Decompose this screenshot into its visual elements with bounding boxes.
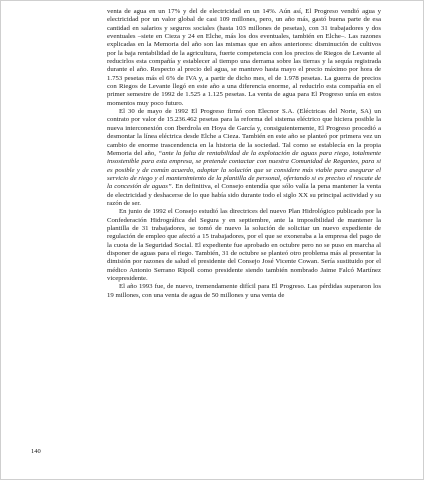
page-number: 140: [31, 448, 41, 455]
paragraph-1: venta de agua en un 17% y del de electricidad en un 14%. Aún así, El Progreso vendió agua y electricidad por un valor global de casi 109 millones, pero, un año más, gastó buena parte de esa cantidad en salarios y seguros sociales (hasta 103 millones de pesetas), con 31 trabajadores y dos eventuales –siete en Cieza y 24 en Elche, más los dos eventuales, también en Elche–. Las razones explicadas en la Memoria del año son las mismas que en años anteriores: disminución de cultivos por la baja rentabilidad de la agricultura, fuerte competencia con los precios de Riegos de Levante al reducirlos esta compañía y establecer al tiempo una derrama sobre las tierras y la sequía registrada durante el año. Respecto al precio del agua, se mantuvo hasta mayo el precio máximo por hora de 1.753 pesetas más el 6% de IVA y, a partir de dicho mes, el de 1.978 pesetas. La guerra de precios con Riegos de Levante llegó en este año a una diferencia enorme, al reducirlo esta compañía en el primer semestre de 1992 de 1.525 a 1.125 pesetas. La venta de agua para El Progreso unía en estos momentos muy poco futuro.: [107, 8, 381, 107]
paragraph-2-tail: . En definitiva, el Consejo entendía que sólo valía la pena mantener la venta de electricidad y deshacerse de lo que había sido durante todo el siglo XX su principal actividad y su razón de ser.: [107, 183, 381, 207]
paragraph-2: [107, 108, 381, 208]
paragraph-3: En junio de 1992 el Consejo estudió las directrices del nuevo Plan Hidrológico publicado por la Confederación Hidrográfica del Segura y en septiembre, ante la imposibilidad de mantener la plantilla de 31 trabajadores, se tomó de nuevo la solución de solicitar un nuevo expediente de regulación de empleo que afectó a 15 trabajadores, por el que se exoneraba a la empresa del pago de la cuota de la Seguridad Social. El expediente fue aprobado en octubre pero no se puso en marcha al disponer de aguas para el riego. También, 31 de octubre se planteó otro problema más al presentar la dimisión por razones de salud el presidente del Consejo José Vicente Cowan. Sería sustituido por el médico Antonio Serrano Ripoll como presidente siendo también nombrado Jaime Falcó Martínez vicepresidente.: [107, 208, 381, 282]
memoria-quote: “ante la falta de rentabilidad de la explotación de aguas para riego, totalmente insostenible para esta empresa, se pretende contactar con nuestra Comunidad de Regantes, para si es posible y de común acuerdo, adoptar la solución que se considere más viable para asegurar el servicio de riego y el mantenimiento de la plantilla de personal, ofertando si es preciso el rescate de la concesión de aguas”: [107, 149, 381, 191]
paragraph-4: El año 1993 fue, de nuevo, tremendamente difícil para El Progreso. Las pérdidas superaron los 19 millones, con una venta de agua de 50 millones y una venta de: [107, 283, 381, 299]
paragraph-2-lead: El 30 de mayo de 1992 El Progreso firmó con Elecnor S.A. (Eléctricas del Norte, SA) un contrato por valor de 15.236.462 pesetas para la reforma del sistema eléctrico que hiciera posible la nueva interconexión con Iberdrola en Hoya de García y, consiguientemente, El Progreso procedió a desmontar la línea eléctrica desde Elche a Cieza. También en este año se planteó por primera vez un cambio de enorme trascendencia en la historia de la sociedad. Tal como se establecía en la propia Memoria del año,: [107, 108, 381, 157]
body-text: [107, 8, 381, 300]
